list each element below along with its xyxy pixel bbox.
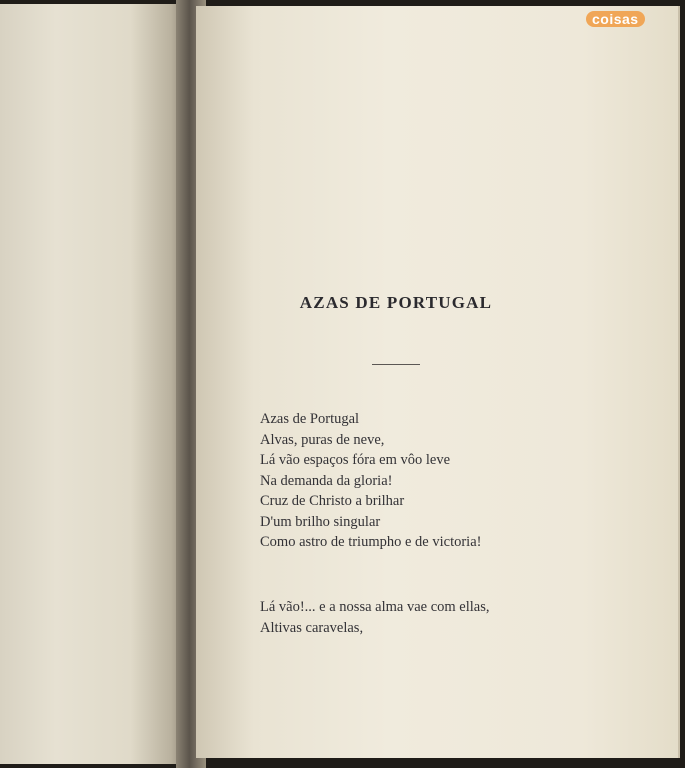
verse-line: D'um brilho singular bbox=[260, 513, 381, 530]
stanza-1 bbox=[260, 409, 481, 553]
verse-line: Cruz de Christo a brilhar bbox=[260, 493, 405, 509]
stanza-2 bbox=[260, 597, 490, 638]
right-page bbox=[196, 6, 680, 758]
title-divider bbox=[372, 364, 420, 365]
watermark-logo: coisas bbox=[586, 11, 645, 27]
verse-line: Alvas, puras de neve, bbox=[260, 431, 385, 448]
verse-line: Na demanda da gloria! bbox=[260, 472, 393, 489]
verse-line: Azas de Portugal bbox=[260, 411, 360, 427]
left-page bbox=[0, 4, 186, 764]
verse-line: Lá vão!... e a nossa alma vae com ellas, bbox=[260, 599, 490, 615]
verse-line: Como astro de triumpho e de victoria! bbox=[260, 534, 482, 550]
verse-line: Altivas caravelas, bbox=[260, 619, 364, 636]
show-through-text bbox=[0, 152, 170, 215]
verse-line: Lá vão espaços fóra em vôo leve bbox=[260, 452, 451, 468]
poem-title: AZAS DE PORTUGAL bbox=[299, 293, 493, 312]
